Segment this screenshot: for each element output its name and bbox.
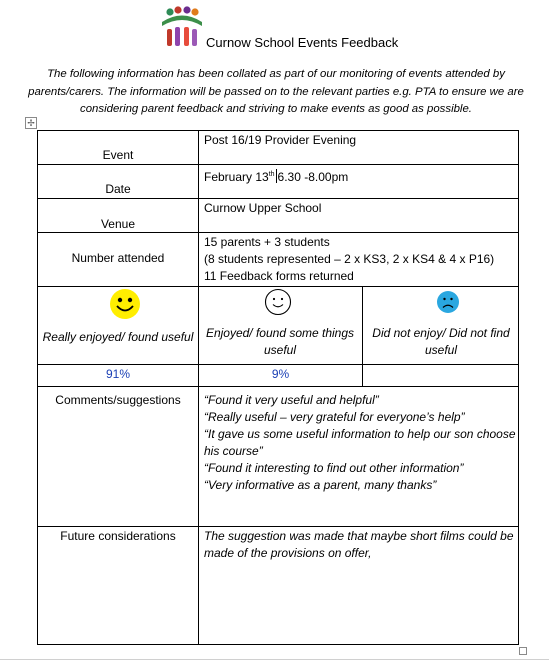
date-value-sup: th — [268, 171, 275, 178]
column-divider — [198, 131, 199, 286]
comments-list — [204, 392, 516, 494]
row-divider — [38, 526, 518, 527]
attended-value — [204, 234, 516, 285]
rating-label-negative: Did not enjoy/ Did not find useful — [372, 326, 510, 357]
comment-item: “Really useful – very grateful for everyone’s help” — [204, 410, 465, 424]
page-title: Curnow School Events Feedback — [206, 35, 399, 50]
text-cursor — [276, 169, 277, 183]
intro-paragraph: The following information has been collated as part of our monitoring of events attended by parents/carers. The information will be passed on to the relevant parties e.g. PTA to ensure we are considering parent feedback and striving to make events as good as possible. — [28, 68, 524, 115]
event-value: Post 16/19 Provider Evening — [204, 133, 357, 147]
comment-item: “Found it interesting to find out other information” — [204, 461, 464, 475]
page-bottom-edge — [0, 659, 549, 660]
attended-label: Number attended — [71, 251, 165, 265]
comment-item: “Found it very useful and helpful” — [204, 393, 379, 407]
date-value-main: February 13 — [204, 170, 269, 184]
feedback-table — [37, 130, 519, 645]
date-label: Date — [105, 182, 131, 196]
column-divider — [362, 286, 363, 386]
venue-label: Venue — [100, 217, 136, 231]
rating-percent-positive: 91% — [105, 367, 131, 381]
date-value — [204, 166, 516, 186]
comments-label: Comments/suggestions — [55, 393, 181, 407]
comment-item: “It gave us some useful information to help our son choose his course” — [204, 427, 516, 458]
attended-line: (8 students represented – 2 x KS3, 2 x KS4 & 4 x P16) — [204, 252, 495, 266]
row-divider — [38, 386, 518, 387]
venue-value: Curnow Upper School — [204, 201, 322, 215]
rating-label-positive: Really enjoyed/ found useful — [42, 330, 194, 344]
rating-percent-neutral: 9% — [271, 367, 290, 381]
future-label: Future considerations — [60, 529, 176, 543]
sad-face-icon — [436, 290, 460, 314]
row-divider — [38, 364, 518, 365]
event-label: Event — [102, 148, 134, 162]
happy-face-icon — [109, 288, 141, 320]
date-value-time: 6.30 -8.00pm — [277, 170, 349, 184]
attended-line: 15 parents + 3 students — [204, 235, 330, 249]
row-divider — [38, 286, 518, 287]
table-move-handle-icon[interactable]: ✢ — [25, 117, 37, 129]
school-logo — [159, 5, 205, 49]
attended-line: 11 Feedback forms returned — [204, 269, 354, 283]
row-divider — [38, 198, 518, 199]
row-divider — [38, 164, 518, 165]
column-divider — [198, 386, 199, 644]
future-value: The suggestion was made that maybe short films could be made of the provisions on offer, — [204, 529, 514, 560]
smiling-face-icon — [264, 288, 292, 316]
rating-label-neutral: Enjoyed/ found some things useful — [205, 326, 355, 357]
table-resize-handle[interactable] — [519, 647, 527, 655]
comment-item: “Very informative as a parent, many thanks” — [204, 478, 437, 492]
